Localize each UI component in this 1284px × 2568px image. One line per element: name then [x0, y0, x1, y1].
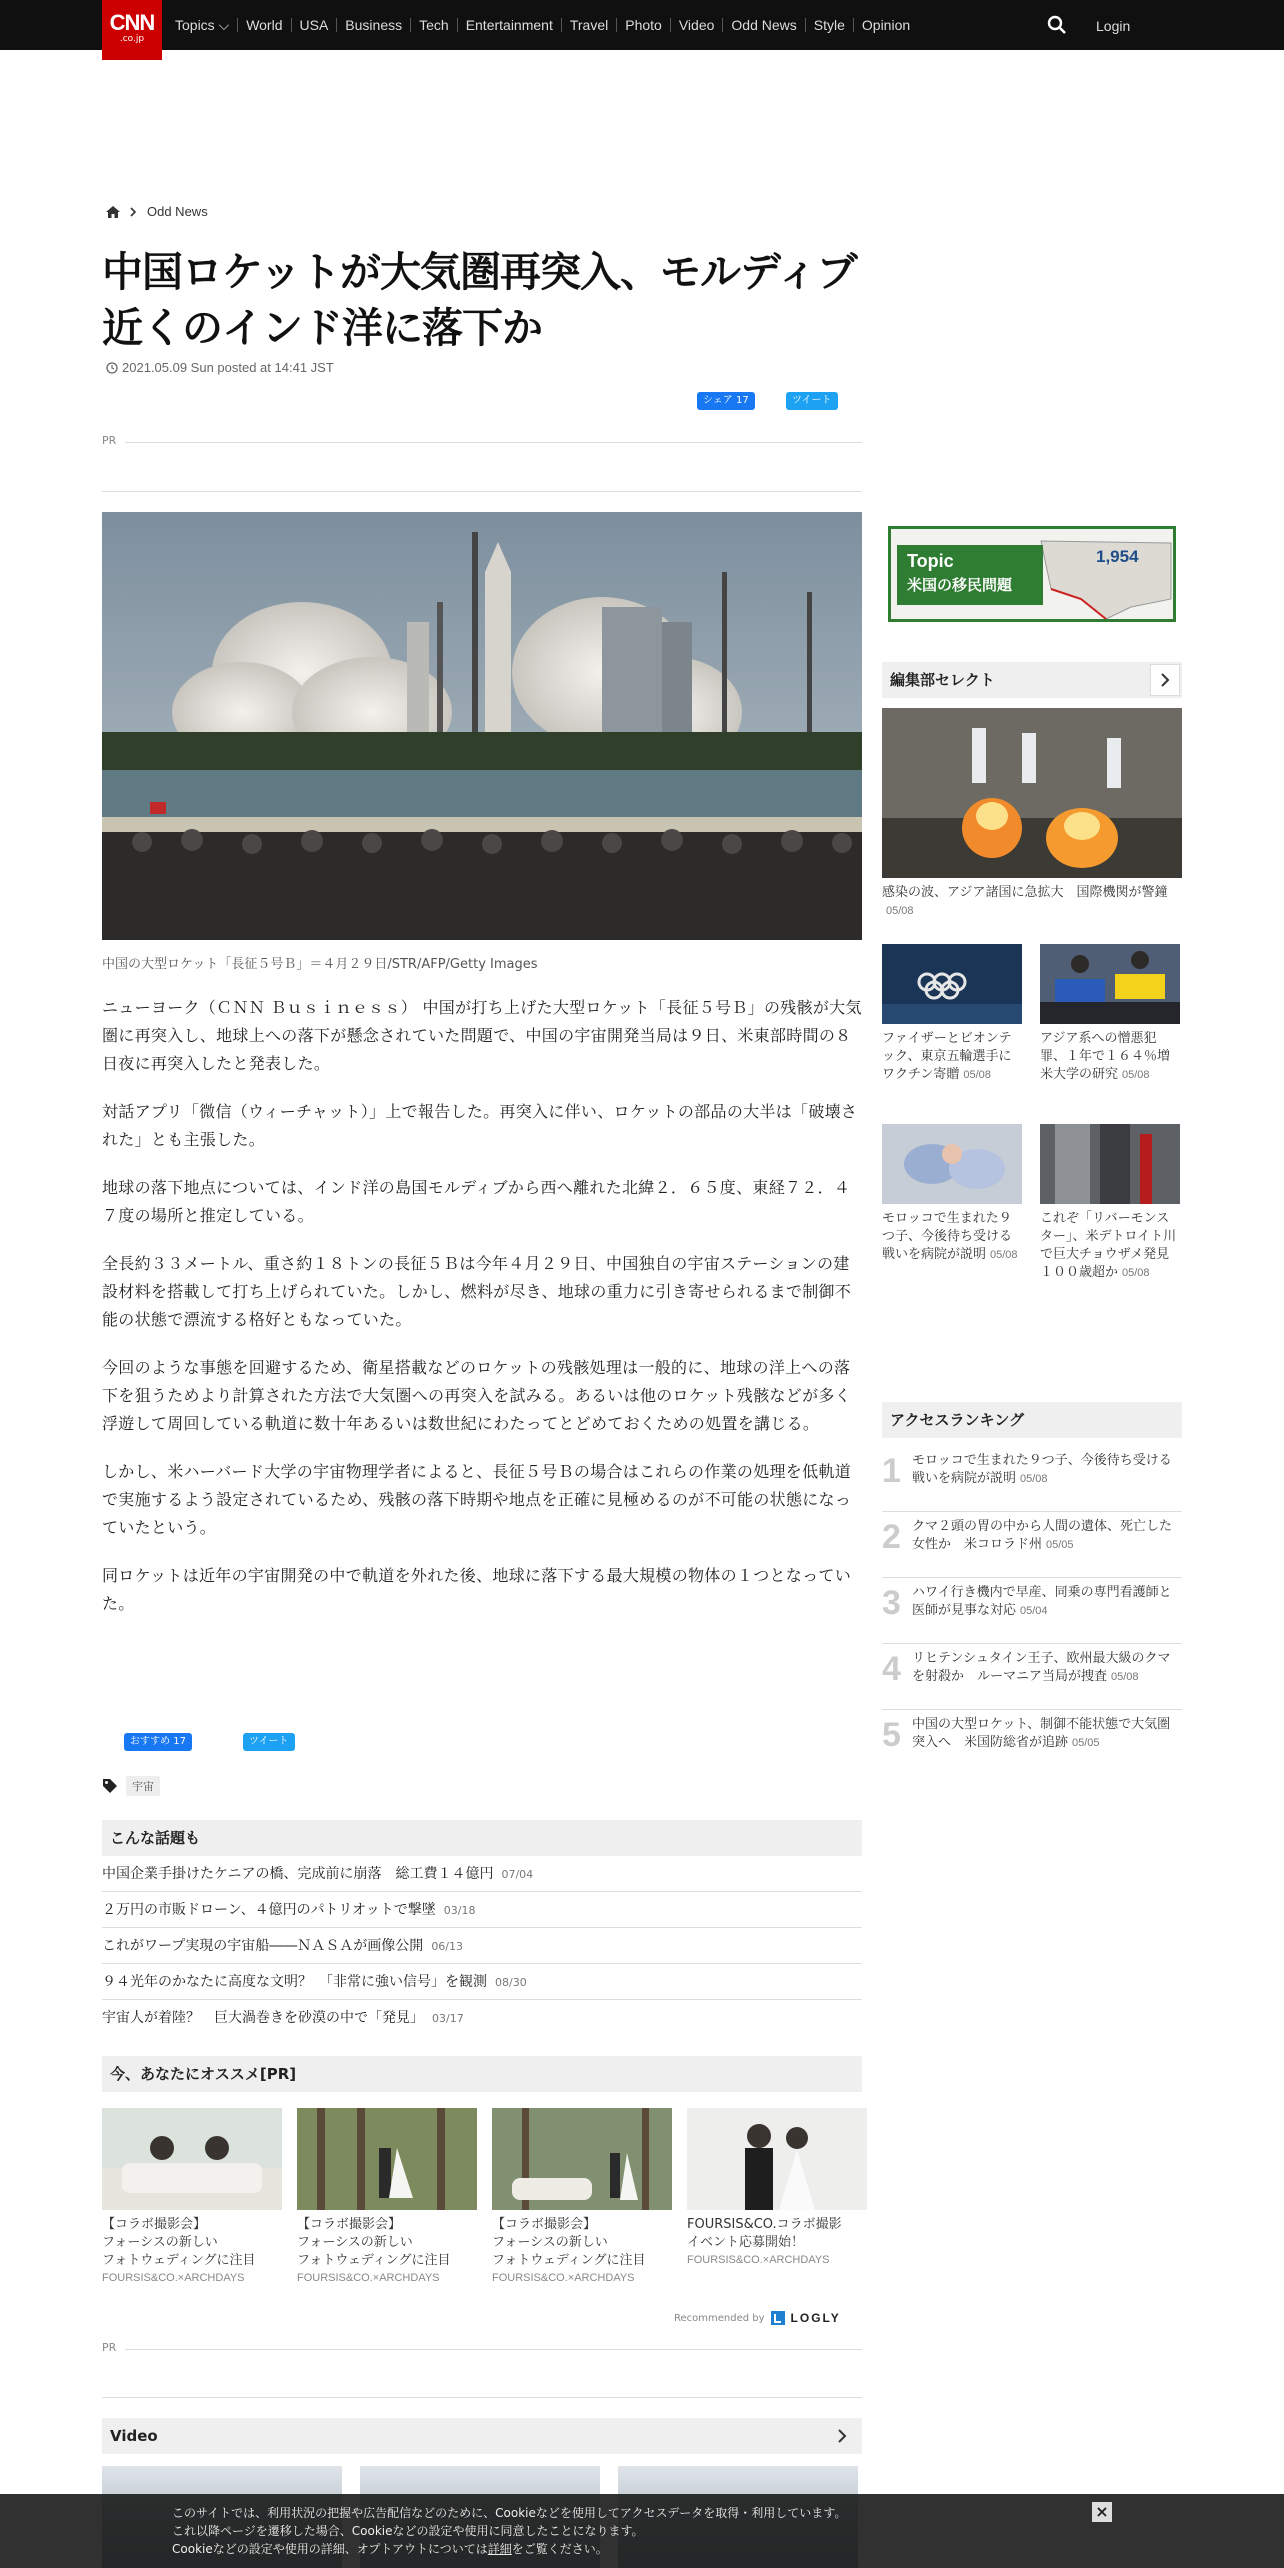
logo-text: CNN [109, 10, 155, 35]
related-item-date: 03/17 [432, 2012, 464, 2025]
related-item[interactable] [102, 1928, 862, 1964]
close-icon[interactable]: × [1092, 2502, 1112, 2522]
image-caption: 中国の大型ロケット「長征５号Ｂ」＝４月２９日/STR/AFP/Getty Images [102, 957, 538, 972]
nav-item-odd-news[interactable]: Odd News [722, 18, 804, 32]
rank-title[interactable] [912, 1716, 1182, 1752]
divider [125, 2349, 862, 2350]
cookie-details-link[interactable]: 詳細 [487, 2542, 512, 2556]
editor-select-heading: 編集部セレクト [882, 662, 1182, 698]
editor-item-title[interactable] [882, 1210, 1024, 1264]
topic-label-en: Topic [907, 551, 954, 571]
article-tag[interactable]: 宇宙 [126, 1776, 160, 1796]
twitter-tweet-button-bottom[interactable]: ツイート [243, 1733, 295, 1751]
editor-main-date: 05/08 [886, 905, 914, 917]
pr-card-sponsor: FOURSIS&CO.×ARCHDAYS [102, 2272, 245, 2284]
rank-text[interactable]: モロッコで生まれた９つ子、今後待ち受ける戦いを病院が説明 [912, 1453, 1172, 1486]
editor-item-text[interactable]: これぞ「リバーモンスター」、米デトロイト川で巨大チョウザメ発見 １００歳超か [1040, 1211, 1183, 1280]
editor-item-title[interactable] [1040, 1210, 1182, 1282]
pr-label: PR [102, 2341, 117, 2354]
editor-item-date: 05/08 [990, 1249, 1018, 1261]
rank-number: 3 [882, 1584, 901, 1622]
nav-item-style[interactable]: Style [805, 18, 853, 32]
related-item-title[interactable]: ９４光年のかなたに高度な文明？ 「非常に強い信号」を観測 [102, 1974, 487, 1990]
article-paragraph: 全長約３３メートル、重さ約１８トンの長征５Ｂは今年４月２９日、中国独自の宇宙ステーションの建設材料を搭載して打ち上げられていた。しかし、燃料が尽き、地球の重力に引き寄せられるまで制御不能の状態で漂流する格好ともなっていた。 [102, 1254, 852, 1329]
recommended-by[interactable] [674, 2311, 841, 2325]
rank-date: 05/08 [1020, 1473, 1048, 1485]
related-item-title[interactable]: ２万円の市販ドローン、４億円のパトリオットで撃墜 [102, 1902, 436, 1918]
cookie-line-3-text: Cookieなどの設定や使用の詳細、オプトアウトについては [172, 2542, 488, 2556]
rank-date: 05/05 [1072, 1737, 1100, 1749]
nav-item-world[interactable]: World [237, 18, 290, 32]
cookie-line-3 [172, 2540, 952, 2558]
article-paragraph: 今回のような事態を回避するため、衛星搭載などのロケットの残骸処理は一般的に、地球の洋上への落下を狙うためより計算された方法で大気圏への再突入を試みる。あるいは他のロケット残骸などが多く浮遊して周回している軌道に数十年あるいは数世紀にわたってとどめておくための処置を講じる。 [102, 1358, 852, 1433]
editor-item-image[interactable] [882, 1124, 1022, 1204]
editor-main-title[interactable] [882, 884, 1182, 920]
wedding-photo[interactable] [297, 2108, 477, 2210]
editor-select-more-button[interactable] [1150, 664, 1180, 696]
pr-card-sponsor: FOURSIS&CO.×ARCHDAYS [687, 2254, 830, 2266]
logly-logo-icon [771, 2311, 785, 2325]
rank-title[interactable] [912, 1584, 1182, 1620]
chevron-right-icon[interactable] [832, 2426, 852, 2446]
rank-number: 5 [882, 1716, 901, 1754]
editor-item-date: 05/08 [1122, 1069, 1150, 1081]
cookie-line-2: これ以降ページを遷移した場合、Cookieなどの設定や使用に同意したことになります。 [172, 2524, 644, 2538]
breadcrumb [106, 204, 208, 219]
article-dateline [106, 360, 334, 375]
editor-main-text[interactable]: 感染の波、アジア諸国に急拡大 国際機関が警鐘 [882, 885, 1168, 900]
divider [102, 491, 862, 492]
article-body [102, 994, 862, 1638]
nav-item-topics[interactable]: Topics ⌵ [175, 17, 230, 33]
cookie-line-1: このサイトでは、利用状況の把握や広告配信などのために、Cookieなどを使用してアクセスデータを取得・利用しています。 [172, 2506, 847, 2520]
article-paragraph: 対話アプリ「微信（ウィーチャット）」上で報告した。再突入に伴い、ロケットの部品の大半は「破壊された」とも主張した。 [102, 1102, 858, 1149]
editor-item-image[interactable] [1040, 944, 1180, 1024]
editor-item-text[interactable]: モロッコで生まれた９つ子、今後待ち受ける戦いを病院が説明 [882, 1211, 1013, 1262]
logo-subtext: .co.jp [119, 34, 145, 44]
article-paragraph: 同ロケットは近年の宇宙開発の中で軌道を外れた後、地球に落下する最大規模の物体の１つとなっていた。 [102, 1566, 852, 1613]
pr-card-title[interactable]: 【コラボ撮影会】 フォーシスの新しい フォトウェディングに注目 [297, 2217, 451, 2268]
ranking-item[interactable] [882, 1578, 1182, 1644]
home-icon[interactable] [106, 206, 120, 218]
rocket-launch-photo [102, 512, 862, 940]
rank-number: 4 [882, 1650, 901, 1688]
pr-card-sponsor: FOURSIS&CO.×ARCHDAYS [297, 2272, 440, 2284]
rank-text[interactable]: クマ２頭の胃の中から人間の遺体、死亡した女性か 米コロラド州 [912, 1519, 1173, 1552]
related-item[interactable] [102, 1964, 862, 2000]
ranking-item[interactable] [882, 1644, 1182, 1710]
rank-date: 05/08 [1111, 1671, 1139, 1683]
nav-item-travel[interactable]: Travel [561, 18, 616, 32]
pr-card[interactable] [102, 2108, 282, 2284]
twitter-tweet-button[interactable]: ツイート [786, 392, 838, 410]
divider [102, 2397, 862, 2398]
nav-item-usa[interactable]: USA [291, 18, 337, 32]
topic-banner[interactable] [888, 526, 1176, 622]
related-item-title[interactable]: これがワープ実現の宇宙船――ＮＡＳＡが画像公開 [102, 1938, 424, 1954]
pr-label: PR [102, 434, 117, 447]
chevron-right-icon [1151, 665, 1179, 695]
editor-main-image[interactable] [882, 708, 1182, 878]
pr-card[interactable] [297, 2108, 477, 2284]
ranking-item[interactable] [882, 1446, 1182, 1512]
rank-title[interactable] [912, 1518, 1182, 1554]
related-topics-heading: こんな話題も [102, 1820, 862, 1856]
related-item-title[interactable]: 宇宙人が着陸？ 巨大渦巻きを砂漠の中で「発見」 [102, 2010, 424, 2026]
access-ranking-heading: アクセスランキング [882, 1402, 1182, 1438]
article-date: 2021.05.09 Sun posted at 14:41 JST [122, 360, 334, 375]
related-item[interactable] [102, 1856, 862, 1892]
related-item-date: 06/13 [431, 1940, 464, 1953]
pr-card-title[interactable]: 【コラボ撮影会】 フォーシスの新しい フォトウェディングに注目 [102, 2217, 256, 2268]
video-section-heading[interactable]: Video [102, 2418, 862, 2454]
pr-card-sponsor: FOURSIS&CO.×ARCHDAYS [492, 2272, 635, 2284]
cnn-logo[interactable] [102, 0, 162, 60]
editor-item-image[interactable] [882, 944, 1022, 1024]
related-topics-list [102, 1856, 862, 2036]
pr-cards [102, 2108, 862, 2284]
rank-text[interactable]: リヒテンシュタイン王子、欧州最大級のクマを射殺か ルーマニア当局が捜査 [912, 1651, 1171, 1684]
top-navigation-bar [0, 0, 1284, 50]
rank-title[interactable] [912, 1650, 1182, 1686]
related-item[interactable] [102, 2000, 862, 2036]
wedding-photo[interactable] [492, 2108, 672, 2210]
nav-item-business[interactable]: Business [336, 18, 410, 32]
article-headline: 中国ロケットが大気圏再突入、モルディブ近くのインド洋に落下か [102, 248, 857, 352]
rank-text[interactable]: 中国の大型ロケット、制御不能状態で大気圏突入へ 米国防総省が追跡 [912, 1717, 1171, 1750]
topic-label [897, 545, 1043, 605]
editor-item-text[interactable]: アジア系への憎悪犯罪、１年で１６４％増 米大学の研究 [1040, 1031, 1184, 1082]
wedding-photo[interactable] [102, 2108, 282, 2210]
nav-item-video[interactable]: Video [670, 18, 723, 32]
login-link[interactable]: Login [1096, 18, 1131, 34]
editor-item-title[interactable] [1040, 1030, 1182, 1084]
related-item-date: 08/30 [495, 1976, 527, 1989]
pr-card[interactable] [492, 2108, 672, 2284]
related-item-title[interactable]: 中国企業手掛けたケニアの橋、完成前に崩落 総工費１４億円 [102, 1866, 494, 1882]
related-item[interactable] [102, 1892, 862, 1928]
editor-item-image[interactable] [1040, 1124, 1180, 1204]
related-item-date: 03/18 [443, 1904, 476, 1917]
editor-item-date: 05/08 [963, 1069, 991, 1081]
recommended-by-label: Recommended by [674, 2312, 765, 2324]
editor-item-text[interactable]: ファイザーとビオンテック、東京五輪選手にワクチン寄贈 [882, 1031, 1012, 1082]
article-paragraph: 地球の落下地点については、インド洋の島国モルディブから西へ離れた北緯２．６５度、東経７２．４７度の場所と推定している。 [102, 1178, 851, 1225]
rank-number: 1 [882, 1452, 901, 1490]
main-nav [175, 17, 918, 33]
editor-item-title[interactable] [882, 1030, 1024, 1084]
nav-item-opinion[interactable]: Opinion [853, 18, 918, 32]
topic-title: 米国の移民問題 [907, 576, 1013, 594]
chevron-right-icon [130, 207, 137, 217]
nav-item-entertainment[interactable]: Entertainment [457, 18, 561, 32]
clock-icon [106, 362, 118, 374]
pr-recommend-heading: 今、あなたにオススメ[PR] [102, 2056, 862, 2092]
logly-logo-text: LOGLY [790, 2311, 841, 2325]
tag-icon [102, 1778, 118, 1794]
cookie-message [172, 2504, 952, 2558]
divider [125, 442, 862, 443]
rank-date: 05/04 [1020, 1605, 1048, 1617]
facebook-share-button[interactable]: シェア 17 [697, 392, 755, 410]
search-icon[interactable] [1046, 14, 1068, 36]
article-paragraph: しかし、米ハーバード大学の宇宙物理学者によると、長征５号Ｂの場合はこれらの作業の処理を低軌道で実施するよう設定されているため、残骸の落下時期や地点を正確に見極めるのが不可能の状態になっていたという。 [102, 1462, 852, 1537]
editor-item-date: 05/08 [1122, 1267, 1150, 1279]
related-item-date: 07/04 [501, 1868, 534, 1881]
article-paragraph: ニューヨーク（ＣＮＮ Ｂｕｓｉｎｅｓｓ） 中国が打ち上げた大型ロケット「長征５号Ｂ」の残骸が大気圏に再突入し、地球上への落下が懸念されていた問題で、中国の宇宙開発当局は９日、米東部時間の８日夜に再突入したと発表した。 [102, 998, 862, 1073]
rank-text[interactable]: ハワイ行き機内で早産、同乗の専門看護師と医師が見事な対応 [912, 1585, 1172, 1618]
facebook-recommend-button[interactable]: おすすめ 17 [124, 1733, 192, 1751]
wedding-photo[interactable] [687, 2108, 867, 2210]
topic-number: 1,954 [1096, 547, 1139, 566]
pr-card-title[interactable]: FOURSIS&CO.コラボ撮影 イベント応募開始！ [687, 2217, 842, 2250]
rank-title[interactable] [912, 1452, 1182, 1488]
breadcrumb-section[interactable]: Odd News [147, 204, 208, 219]
rank-number: 2 [882, 1518, 901, 1556]
pr-card-title[interactable]: 【コラボ撮影会】 フォーシスの新しい フォトウェディングに注目 [492, 2217, 646, 2268]
rank-date: 05/05 [1046, 1539, 1074, 1551]
ranking-item[interactable] [882, 1710, 1182, 1776]
cookie-line-3-tail: をご覧ください。 [511, 2542, 608, 2556]
pr-card[interactable] [687, 2108, 867, 2284]
ranking-item[interactable] [882, 1512, 1182, 1578]
nav-item-tech[interactable]: Tech [410, 18, 457, 32]
nav-item-photo[interactable]: Photo [616, 18, 670, 32]
